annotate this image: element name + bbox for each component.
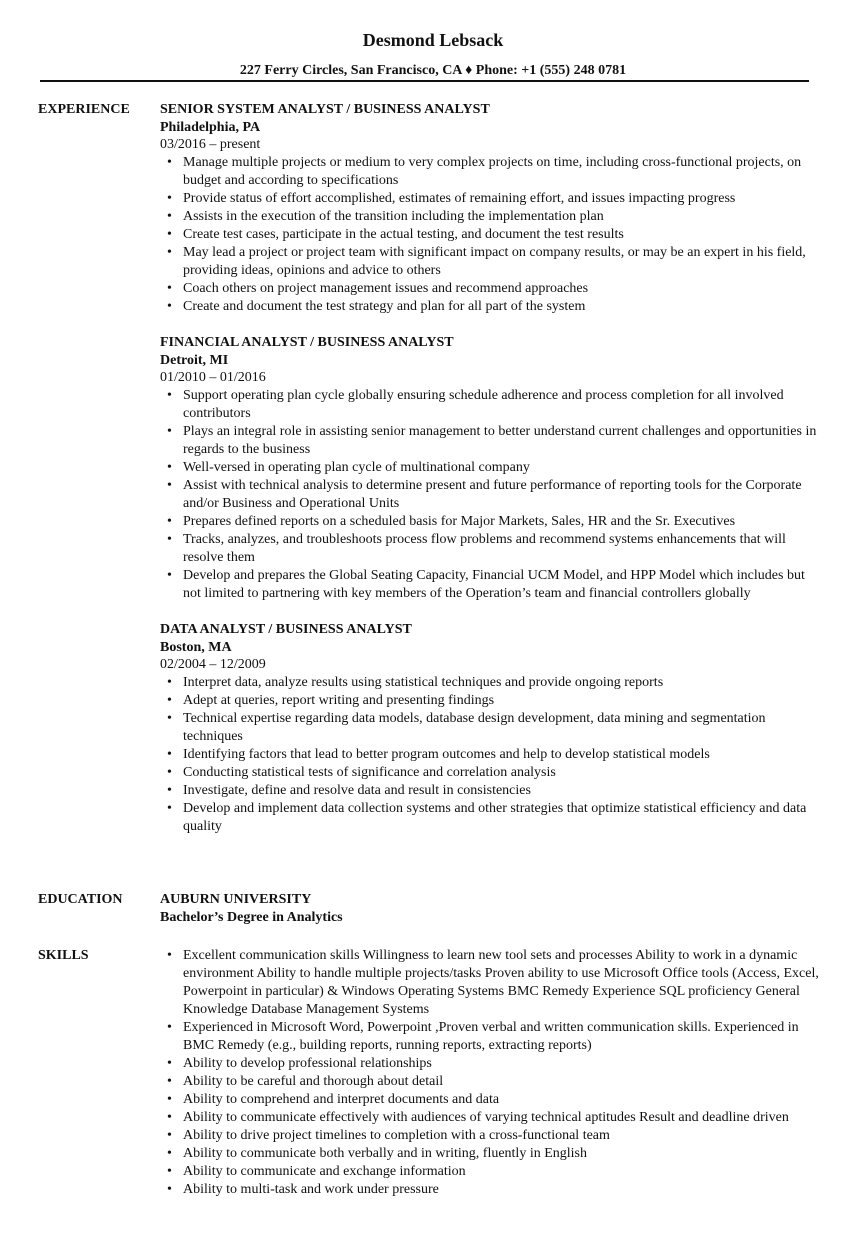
bullet-item: • Adept at queries, report writing and presenting findings: [183, 692, 820, 710]
bullet-item: • Assists in the execution of the transition including the implementation plan: [183, 208, 820, 226]
contact-info: 227 Ferry Circles, San Francisco, CA ♦ Phone: +1 (555) 248 0781: [239, 63, 627, 78]
bullet-item: • Ability to communicate both verbally and in writing, fluently in English: [183, 1145, 820, 1163]
bullet-item: • Create test cases, participate in the actual testing, and document the test results: [183, 226, 820, 244]
bullet-item: • Plays an integral role in assisting senior management to better understand current challenges and opportunities in regards to the business: [183, 423, 820, 459]
job-entry: [160, 334, 820, 603]
bullet-item: • Ability to be careful and thorough about detail: [183, 1073, 820, 1091]
bullet-item: • Excellent communication skills Willingness to learn new tool sets and processes Ability to work in a dynamic environment Ability to handle multiple projects/tasks Proven ability to use Microsoft Office tools (Access, Excel, Powerpoint in particular) & Windows Operating Systems BMC Remedy Experience SQL proficiency General Knowledge Database Management Systems: [183, 947, 820, 1019]
bullet-item: • Develop and prepares the Global Seating Capacity, Financial UCM Model, and HPP Model which includes but not limited to partnering with key members of the Operation’s team and financial controllers globally: [183, 567, 820, 603]
bullet-item: • Ability to develop professional relationships: [183, 1055, 820, 1073]
bullet-item: • Identifying factors that lead to better program outcomes and help to develop statistical models: [183, 746, 820, 764]
bullet-item: • Create and document the test strategy and plan for all part of the system: [183, 298, 820, 316]
bullet-item: • Conducting statistical tests of significance and correlation analysis: [183, 764, 820, 782]
bullet-item: • May lead a project or project team with significant impact on company results, or may be an expert in his field, providing ideas, opinions and advice to others: [183, 244, 820, 280]
job-entry: [160, 621, 820, 836]
bullet-item: • Investigate, define and resolve data and result in consistencies: [183, 782, 820, 800]
bullet-item: • Ability to communicate and exchange information: [183, 1163, 820, 1181]
skills-bullets: [160, 947, 820, 1199]
bullet-item: • Ability to drive project timelines to completion with a cross-functional team: [183, 1127, 820, 1145]
skills-heading: SKILLS: [38, 948, 89, 963]
job-title: SENIOR SYSTEM ANALYST / BUSINESS ANALYST: [160, 102, 490, 117]
bullet-item: • Ability to comprehend and interpret documents and data: [183, 1091, 820, 1109]
bullet-item: • Well-versed in operating plan cycle of multinational company: [183, 459, 820, 477]
bullet-item: • Develop and implement data collection systems and other strategies that optimize statistical efficiency and data quality: [183, 800, 820, 836]
bullet-item: • Ability to communicate effectively with audiences of varying technical aptitudes Result and deadline driven: [183, 1109, 820, 1127]
job-location: Boston, MA: [160, 640, 232, 655]
bullet-item: • Support operating plan cycle globally ensuring schedule adherence and process completion for all involved contributors: [183, 387, 820, 423]
school-name: AUBURN UNIVERSITY: [160, 892, 312, 907]
job-dates: 01/2010 – 01/2016: [160, 370, 266, 385]
job-dates: 03/2016 – present: [160, 137, 261, 152]
job-dates: 02/2004 – 12/2009: [160, 657, 266, 672]
header-divider: [40, 80, 809, 82]
job-title: DATA ANALYST / BUSINESS ANALYST: [160, 622, 412, 637]
skills-body: [160, 947, 820, 1199]
bullet-item: • Experienced in Microsoft Word, Powerpoint ,Proven verbal and written communication skills. Experienced in BMC Remedy (e.g., building reports, running reports, extracting reports): [183, 1019, 820, 1055]
job-location: Philadelphia, PA: [160, 120, 261, 135]
education-body: [160, 891, 820, 927]
experience-body: [160, 101, 820, 854]
job-title: FINANCIAL ANALYST / BUSINESS ANALYST: [160, 335, 454, 350]
bullet-item: • Interpret data, analyze results using statistical techniques and provide ongoing reports: [183, 674, 820, 692]
degree: Bachelor’s Degree in Analytics: [160, 910, 343, 925]
bullet-item: • Technical expertise regarding data models, database design development, data mining and segmentation techniques: [183, 710, 820, 746]
bullet-item: • Prepares defined reports on a scheduled basis for Major Markets, Sales, HR and the Sr. Executives: [183, 513, 820, 531]
job-entry: [160, 101, 820, 316]
job-bullets: [160, 154, 820, 316]
job-bullets: [160, 674, 820, 836]
education-heading: EDUCATION: [38, 892, 123, 907]
bullet-item: • Ability to multi-task and work under pressure: [183, 1181, 820, 1199]
bullet-item: • Coach others on project management issues and recommend approaches: [183, 280, 820, 298]
candidate-name: Desmond Lebsack: [362, 30, 504, 50]
bullet-item: • Tracks, analyzes, and troubleshoots process flow problems and recommend systems enhancements that will resolve them: [183, 531, 820, 567]
bullet-item: • Provide status of effort accomplished, estimates of remaining effort, and issues impacting progress: [183, 190, 820, 208]
job-location: Detroit, MI: [160, 353, 229, 368]
job-bullets: [160, 387, 820, 603]
experience-heading: EXPERIENCE: [38, 102, 130, 117]
bullet-item: • Manage multiple projects or medium to very complex projects on time, including cross-functional projects, on budget and according to specifications: [183, 154, 820, 190]
bullet-item: • Assist with technical analysis to determine present and future performance of reporting tools for the Corporate and/or Business and Operational Units: [183, 477, 820, 513]
